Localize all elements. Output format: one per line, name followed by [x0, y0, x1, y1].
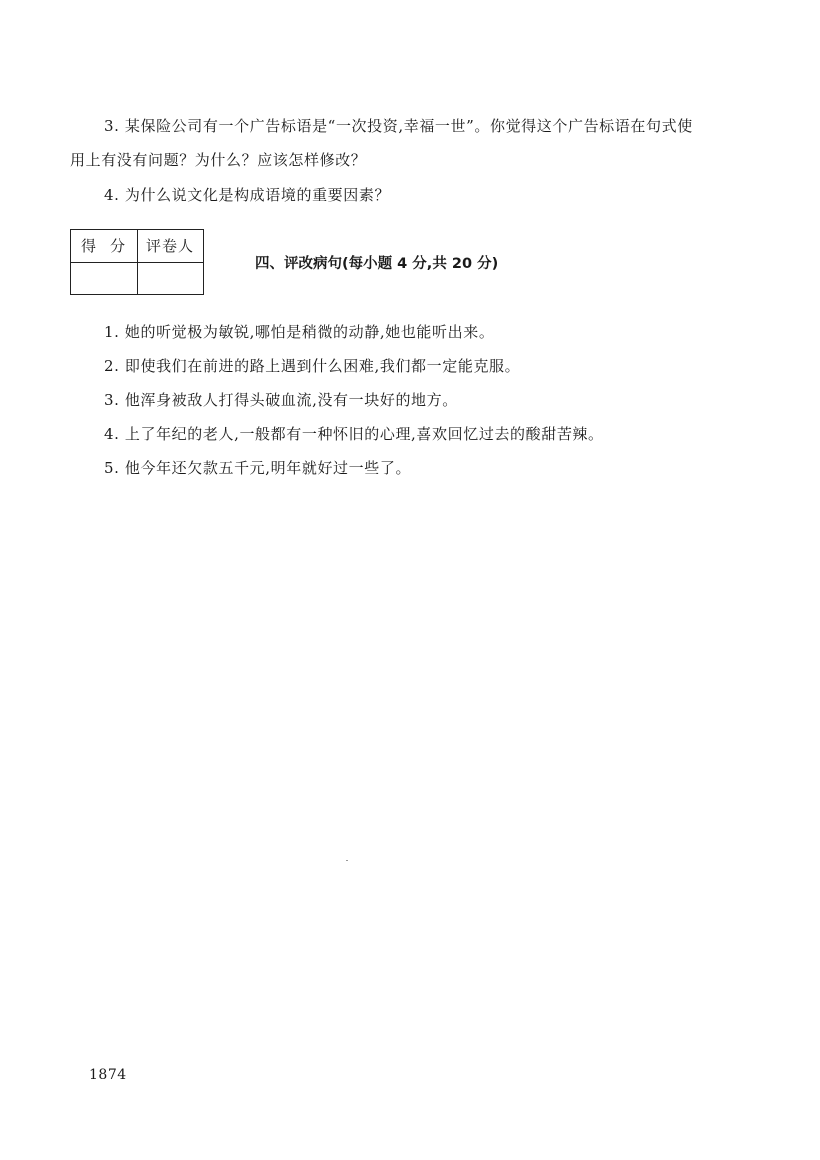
sentence-item-3: 3. 他浑身被敌人打得头破血流,没有一块好的地方。 — [104, 391, 458, 409]
sentence-item-1: 1. 她的听觉极为敏锐,哪怕是稍微的动静,她也能听出来。 — [104, 323, 495, 341]
grader-label: 评卷人 — [146, 237, 195, 255]
page-number: 1874 — [89, 1067, 127, 1083]
question-4: 4. 为什么说文化是构成语境的重要因素？ — [104, 186, 391, 204]
score-label: 得分 — [81, 237, 140, 255]
score-table — [70, 229, 204, 295]
sentence-item-5: 5. 他今年还欠款五千元,明年就好过一些了。 — [104, 459, 412, 477]
sentence-item-2: 2. 即使我们在前进的路上遇到什么困难,我们都一定能克服。 — [104, 357, 521, 375]
question-3-line-2: 用上有没有问题？为什么？应该怎样修改？ — [70, 151, 367, 169]
section-title: 四、评改病句(每小题 4 分,共 20 分) — [255, 256, 499, 272]
question-3-line-1: 3. 某保险公司有一个广告标语是“一次投资,幸福一世”。你觉得这个广告标语在句式使 — [104, 117, 693, 135]
score-table-divider — [71, 262, 203, 263]
scan-speck — [346, 860, 348, 861]
sentence-item-4: 4. 上了年纪的老人,一般都有一种怀旧的心理,喜欢回忆过去的酸甜苦辣。 — [104, 425, 604, 443]
